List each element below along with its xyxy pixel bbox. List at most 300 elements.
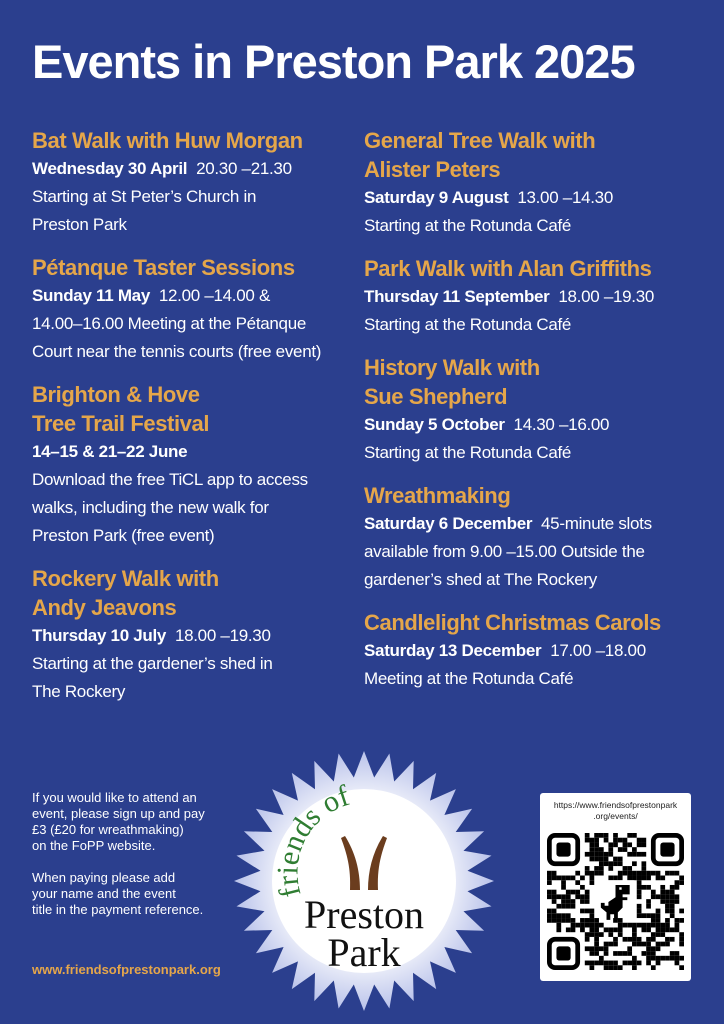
qr-card[interactable] [540, 793, 691, 981]
qr-module [646, 946, 651, 951]
qr-module [632, 871, 637, 876]
qr-module [656, 909, 661, 914]
qr-module [580, 894, 585, 899]
qr-module [594, 857, 599, 862]
qr-module [613, 861, 618, 866]
info-line: event, please sign up and pay [32, 806, 205, 821]
event-detail-line: 20.30 –21.30 [196, 159, 292, 178]
qr-module [627, 946, 632, 951]
event-detail-line: walks, including the new walk for [32, 498, 269, 517]
event-title-line: Pétanque Taster Sessions [32, 255, 295, 280]
event-details [364, 637, 714, 693]
qr-module [646, 937, 651, 942]
qr-module [632, 861, 637, 866]
qr-module [651, 951, 656, 956]
qr-module [651, 937, 656, 942]
qr-module [585, 909, 590, 914]
qr-module [556, 923, 561, 928]
event-details [364, 510, 714, 594]
qr-module [580, 885, 585, 890]
event-title [32, 564, 362, 622]
qr-module [623, 961, 628, 966]
qr-module [665, 904, 670, 909]
qr-module [552, 894, 557, 899]
qr-module [660, 885, 665, 890]
qr-module [585, 833, 590, 838]
qr-module [632, 927, 637, 932]
qr-module [637, 842, 642, 847]
qr-module [665, 927, 670, 932]
qr-module [675, 885, 680, 890]
qr-module [561, 904, 566, 909]
qr-module [660, 923, 665, 928]
qr-module [641, 923, 646, 928]
events-column-left [32, 126, 362, 720]
qr-module [618, 871, 623, 876]
event-detail-line: 14.00–16.00 Meeting at the Pétanque [32, 314, 307, 333]
qr-module [571, 890, 576, 895]
qr-module [656, 871, 661, 876]
qr-module [590, 932, 595, 937]
qr-module [575, 923, 580, 928]
qr-module [604, 857, 609, 862]
qr-module [613, 842, 618, 847]
qr-module [566, 894, 571, 899]
qr-module [679, 876, 684, 881]
qr-module [608, 842, 613, 847]
qr-module [618, 847, 623, 852]
event-detail-line: Court near the tennis courts (free event) [32, 342, 322, 361]
qr-module [575, 880, 580, 885]
qr-module [675, 951, 680, 956]
qr-module [670, 956, 675, 961]
qr-module [608, 932, 613, 937]
qr-module [632, 852, 637, 857]
qr-module [660, 927, 665, 932]
qr-module [580, 923, 585, 928]
qr-module [599, 866, 604, 871]
event-item [364, 126, 714, 240]
event-title [32, 380, 362, 438]
event-detail-line: available from 9.00 –15.00 Outside the [364, 542, 645, 561]
qr-module [594, 852, 599, 857]
qr-module [632, 937, 637, 942]
qr-module [547, 880, 552, 885]
qr-module [604, 942, 609, 947]
qr-module [660, 956, 665, 961]
info-line: title in the payment reference. [32, 902, 204, 917]
qr-module [594, 942, 599, 947]
qr-module [675, 880, 680, 885]
logo-arc-text: friends of [271, 779, 354, 901]
qr-module [646, 913, 651, 918]
qr-module [561, 899, 566, 904]
qr-module [590, 857, 595, 862]
info-line: your name and the event [32, 886, 176, 901]
qr-module [566, 918, 571, 923]
qr-module [556, 876, 561, 881]
event-details [32, 282, 362, 366]
qr-module [675, 899, 680, 904]
qr-module [637, 890, 642, 895]
event-title-line: Tree Trail Festival [32, 411, 210, 436]
qr-module [604, 838, 609, 843]
event-title-line: Candlelight Christmas Carols [364, 610, 661, 635]
event-title [364, 254, 714, 283]
qr-module [637, 876, 642, 881]
qr-module [556, 894, 561, 899]
qr-module [590, 918, 595, 923]
qr-module [556, 904, 561, 909]
event-detail-line: Starting at the gardener’s shed in [32, 654, 273, 673]
qr-module [675, 918, 680, 923]
event-title-line: Bat Walk with Huw Morgan [32, 128, 303, 153]
dinosaur-icon [597, 880, 635, 920]
qr-module [608, 965, 613, 970]
qr-module [566, 899, 571, 904]
qr-module [599, 932, 604, 937]
info-paragraph-1 [32, 790, 237, 854]
qr-module [618, 951, 623, 956]
event-details [364, 184, 714, 240]
qr-module [627, 871, 632, 876]
qr-module [608, 876, 613, 881]
qr-module [623, 871, 628, 876]
event-title-line: Park Walk with Alan Griffiths [364, 256, 652, 281]
qr-module [627, 876, 632, 881]
qr-module [656, 956, 661, 961]
qr-module [618, 876, 623, 881]
qr-module [679, 956, 684, 961]
qr-module [585, 838, 590, 843]
qr-module [580, 876, 585, 881]
event-detail-line: Starting at the Rotunda Café [364, 443, 572, 462]
qr-module [618, 838, 623, 843]
qr-module [641, 842, 646, 847]
qr-module [656, 961, 661, 966]
qr-finder-bottom-left [549, 939, 577, 967]
info-paragraph-2 [32, 870, 237, 918]
qr-module [675, 894, 680, 899]
info-line: If you would like to attend an [32, 790, 197, 805]
event-detail-line: 18.00 –19.30 [558, 287, 655, 306]
qr-module [670, 951, 675, 956]
qr-code[interactable] [547, 833, 684, 970]
qr-module [599, 861, 604, 866]
event-title-line: Alister Peters [364, 157, 501, 182]
qr-module [561, 918, 566, 923]
qr-module [590, 927, 595, 932]
qr-module [594, 866, 599, 871]
event-title [364, 481, 714, 510]
qr-url-line-1: https://www.friendsofprestonpark [553, 800, 678, 810]
qr-module [656, 942, 661, 947]
qr-module [675, 927, 680, 932]
qr-module [679, 937, 684, 942]
event-date: Saturday 13 December [364, 641, 542, 660]
qr-module [646, 904, 651, 909]
qr-module [613, 927, 618, 932]
event-detail-line: Preston Park [32, 215, 127, 234]
qr-module [552, 913, 557, 918]
qr-module [561, 913, 566, 918]
qr-module [641, 866, 646, 871]
qr-module [656, 876, 661, 881]
qr-module [670, 904, 675, 909]
qr-module [594, 927, 599, 932]
event-date: Thursday 10 July [32, 626, 167, 645]
event-title-line: General Tree Walk with [364, 128, 596, 153]
qr-module [637, 909, 642, 914]
qr-module [660, 876, 665, 881]
qr-module [613, 937, 618, 942]
qr-module [637, 937, 642, 942]
qr-module [627, 866, 632, 871]
event-detail-line: Starting at the Rotunda Café [364, 216, 572, 235]
qr-module [556, 913, 561, 918]
qr-module [599, 852, 604, 857]
qr-module [590, 913, 595, 918]
qr-module [547, 871, 552, 876]
qr-module [641, 861, 646, 866]
page-title: Events in Preston Park 2025 [32, 35, 635, 88]
qr-module [641, 927, 646, 932]
qr-module [646, 876, 651, 881]
qr-module [646, 961, 651, 966]
qr-module [670, 909, 675, 914]
event-details [32, 438, 362, 550]
qr-module [608, 961, 613, 966]
qr-module [641, 871, 646, 876]
qr-module [594, 923, 599, 928]
event-details [364, 411, 714, 467]
qr-module [632, 965, 637, 970]
qr-module [618, 927, 623, 932]
qr-module [608, 852, 613, 857]
qr-module [656, 913, 661, 918]
qr-module [585, 871, 590, 876]
qr-module [627, 852, 632, 857]
qr-module [637, 923, 642, 928]
qr-url [544, 800, 687, 822]
qr-module [651, 923, 656, 928]
qr-module [556, 918, 561, 923]
event-title-line: Rockery Walk with [32, 566, 219, 591]
qr-module [637, 894, 642, 899]
qr-module [585, 899, 590, 904]
qr-module [651, 918, 656, 923]
event-detail-line: 18.00 –19.30 [174, 626, 271, 645]
qr-module [585, 918, 590, 923]
qr-module [632, 923, 637, 928]
event-detail-line: Starting at the Rotunda Café [364, 315, 572, 334]
qr-module [571, 876, 576, 881]
info-line: on the FoPP website. [32, 838, 156, 853]
qr-module [618, 923, 623, 928]
qr-module [552, 918, 557, 923]
qr-module [590, 923, 595, 928]
qr-module [599, 923, 604, 928]
qr-module [623, 951, 628, 956]
event-date: Saturday 6 December [364, 514, 533, 533]
qr-finder-top-right [653, 835, 681, 863]
qr-module [665, 923, 670, 928]
qr-module [679, 932, 684, 937]
qr-module [590, 880, 595, 885]
qr-module [590, 838, 595, 843]
qr-module [599, 956, 604, 961]
qr-module [660, 894, 665, 899]
qr-module [585, 946, 590, 951]
qr-module [637, 852, 642, 857]
qr-module [641, 876, 646, 881]
qr-module [594, 842, 599, 847]
qr-module [590, 961, 595, 966]
qr-module [627, 951, 632, 956]
event-item [32, 564, 362, 706]
event-detail-line: Meeting at the Rotunda Café [364, 669, 574, 688]
event-detail-line: 14.30 –16.00 [513, 415, 610, 434]
qr-module [660, 932, 665, 937]
event-item [364, 608, 714, 693]
qr-module [594, 871, 599, 876]
qr-module [665, 909, 670, 914]
website-link[interactable]: www.friendsofprestonpark.org [32, 962, 221, 977]
qr-module [590, 842, 595, 847]
qr-module [552, 871, 557, 876]
qr-module [675, 871, 680, 876]
qr-module [665, 899, 670, 904]
event-item [364, 254, 714, 339]
qr-module [608, 866, 613, 871]
qr-module [594, 946, 599, 951]
qr-module [566, 876, 571, 881]
info-line: When paying please add [32, 870, 176, 885]
event-title-line: Sue Shepherd [364, 384, 508, 409]
qr-module [604, 927, 609, 932]
event-details [364, 283, 714, 339]
qr-module [670, 937, 675, 942]
qr-module [585, 923, 590, 928]
qr-module [585, 890, 590, 895]
qr-module [641, 913, 646, 918]
qr-module [547, 890, 552, 895]
event-date: Saturday 9 August [364, 188, 509, 207]
qr-module [547, 876, 552, 881]
qr-module [670, 871, 675, 876]
event-title [364, 608, 714, 637]
qr-module [556, 927, 561, 932]
qr-module [641, 885, 646, 890]
event-title-line: Andy Jeavons [32, 595, 177, 620]
qr-module [552, 899, 557, 904]
qr-module [679, 965, 684, 970]
qr-module [675, 956, 680, 961]
event-detail-line: gardener’s shed at The Rockery [364, 570, 597, 589]
qr-module [590, 951, 595, 956]
qr-module [613, 942, 618, 947]
event-title-line: Wreathmaking [364, 483, 511, 508]
qr-module [651, 965, 656, 970]
qr-module [637, 913, 642, 918]
qr-module [632, 876, 637, 881]
qr-module [632, 847, 637, 852]
event-item [32, 253, 362, 366]
qr-module [656, 946, 661, 951]
qr-module [599, 847, 604, 852]
qr-module [580, 909, 585, 914]
qr-module [608, 942, 613, 947]
qr-module [590, 847, 595, 852]
qr-module [646, 885, 651, 890]
qr-module [632, 956, 637, 961]
qr-url-line-2: .org/events/ [593, 811, 638, 821]
qr-module [613, 961, 618, 966]
qr-module [590, 852, 595, 857]
info-line: £3 (£20 for wreathmaking) [32, 822, 184, 837]
event-item [32, 380, 362, 550]
qr-module [613, 833, 618, 838]
qr-module [608, 927, 613, 932]
qr-module [646, 951, 651, 956]
qr-module [618, 861, 623, 866]
qr-module [552, 890, 557, 895]
qr-module [670, 927, 675, 932]
qr-module [604, 833, 609, 838]
qr-module [627, 923, 632, 928]
qr-module [594, 932, 599, 937]
qr-module [627, 937, 632, 942]
qr-module [641, 838, 646, 843]
qr-module [632, 833, 637, 838]
qr-module [660, 890, 665, 895]
qr-module [618, 965, 623, 970]
qr-module [599, 961, 604, 966]
qr-module [670, 894, 675, 899]
qr-module [571, 923, 576, 928]
qr-module [637, 942, 642, 947]
qr-module [665, 890, 670, 895]
qr-module [646, 923, 651, 928]
qr-module [604, 852, 609, 857]
qr-module [623, 842, 628, 847]
qr-module [656, 894, 661, 899]
qr-module [613, 965, 618, 970]
qr-module [627, 833, 632, 838]
event-title [364, 353, 714, 411]
logo-line-park: Park [327, 930, 401, 975]
event-date: Wednesday 30 April [32, 159, 188, 178]
qr-module [585, 937, 590, 942]
qr-module [679, 942, 684, 947]
qr-module [665, 956, 670, 961]
qr-module [575, 894, 580, 899]
qr-module [585, 932, 590, 937]
event-details [32, 622, 362, 706]
qr-module [590, 876, 595, 881]
qr-module [641, 942, 646, 947]
qr-module [623, 866, 628, 871]
qr-module [623, 923, 628, 928]
qr-module [613, 951, 618, 956]
qr-module [632, 961, 637, 966]
qr-module [623, 838, 628, 843]
event-detail-line: Download the free TiCL app to access [32, 470, 308, 489]
event-date: 14–15 & 21–22 June [32, 442, 188, 461]
qr-module [656, 932, 661, 937]
qr-module [561, 876, 566, 881]
qr-module [637, 961, 642, 966]
